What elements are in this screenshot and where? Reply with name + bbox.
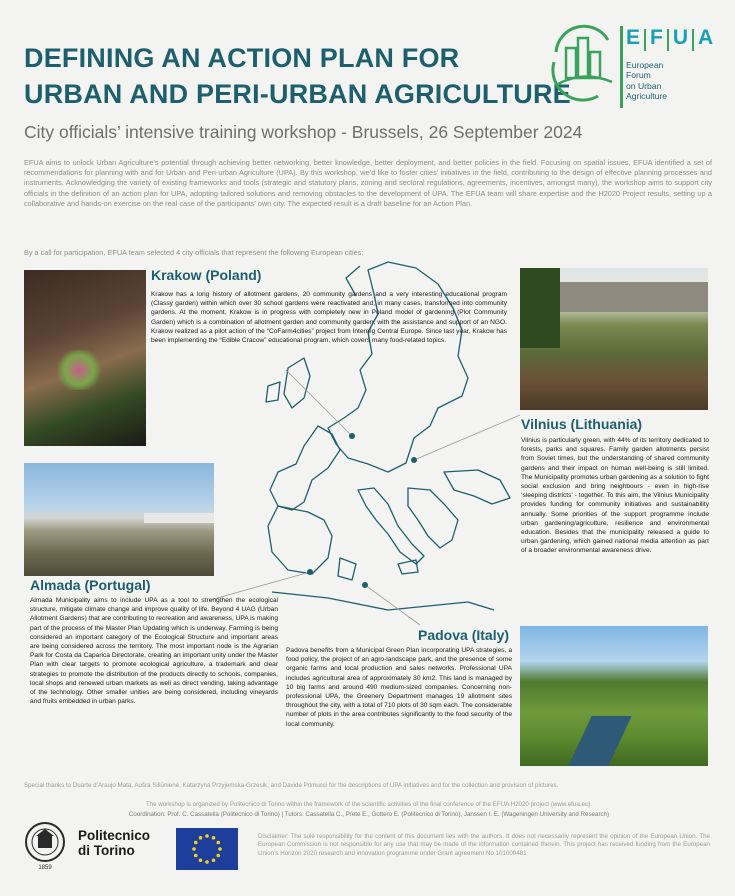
- eu-star: [205, 834, 209, 838]
- padova-text: Padova benefits from a Municipal Green Plan incorporating UPA strategies, a food policy, the project of an agro-landscape park, and the presence of some organic farms and local production and sales networks. Professional UPA includes agricultural area of approximately 30 km2. This land is managed by 10 big farms and around 490 medium-sized companies. Concerning non-professional UPA, the Greenery Department manages 19 allotment sites throughout the city, with a total of 710 plots of 30 sqm each. The considerable number of plots in the area contributes significantly to the food security of the local community.: [286, 647, 512, 728]
- almada-text: Almada Municipality aims to include UPA as a tool to strengthen the ecological structure, mitigate climate change and improve quality of life. Beyond 4 UAG (Urban Allotment Gardens) that are contributing to recreation and awareness, UPA is making part of the process of the Master Plan Updating which is underway. Farming is being considered an important category of the Ecological Structure and important areas are being considered across the territory. The most important node is the Agrarian Park for Costa da Caparica Directorate, creating an important unity under the Master Plan with clear targets to promote ecological agriculture, a trademark and clear strategies to promote the distribution of the products directly to schools, companies, local shops and renewed urban markets as well as direct vending, taking advantage of the technology. Other smaller unities are being considered, including vineyards and fruits embedded in urban parks.: [30, 597, 279, 706]
- vilnius-text: Vilnius is particularly green, with 44% of its territory dedicated to forests, parks and squares. Family garden allotments persist from Soviet times, but the understanding of shared community gardens and their impact on human well-being is still limited. The Municipality promotes urban gardening as a solution to fight social exclusion and bring neighbours - even in high-rise ‘sleeping districts’ - together. To this aim, the Vilnius Municipality provides funding for community initiatives and sustainability annually. Some priorities of the support programme include urban gardening/agriculture, resilience and environmental education. Besides that the municipality released a guide to urban gardening, which gained national media attention as part of a broader environmental awareness drive.: [521, 437, 709, 555]
- seal-year: 1859: [38, 865, 52, 870]
- padova-heading: Padova (Italy): [418, 627, 510, 643]
- eu-star: [199, 858, 203, 862]
- eu-star: [216, 841, 220, 845]
- padova-photo: [520, 626, 708, 766]
- krakow-heading: Krakow (Poland): [151, 267, 262, 283]
- intro-paragraph: EFUA aims to unlock Urban Agriculture’s potential through achieving better networking, better knowledge, better deployment, and better policies in the field. Focusing on spatial issues, EFUA identified a set of recommendations for planning with and for Urban and Peri-urban Agriculture (UPA). By this workshop, we’d like to foster cities’ initiatives in the field, contributing to the design of effective planning processes and instruments. Acknowledging the variety of existing frameworks and tools (strategic and statutory plans, zoning and sectoral regulations, agreements, incentives, amongst many), the workshop aims to support city officials in the definition of an action plan for UPA, adopting tailored solutions and removing obstacles to the development of UPA. The EFUA team will share expertise and the H2020 Project results, setting up a collaborative and hands-on exercise on the real case of the participants’ own city. The expected result is a draft baseline for an Action Plan.: [24, 158, 712, 208]
- organized-note: The workshop is organized by Politecnico di Torino within the framework of the scientific activities of the final conference of the EFUA H2020 project (www.efua.eu).: [145, 801, 593, 808]
- title-line-1: DEFINING AN ACTION PLAN FOR: [24, 43, 460, 73]
- logo-letter-f: F: [650, 26, 663, 49]
- vilnius-heading: Vilnius (Lithuania): [521, 416, 643, 432]
- krakow-text: Krakow has a long history of allotment gardens, 20 community gardens and a very interesting educational program (Classy garden) within which over 30 school gardens were reactivated and, in many cases, transformed into community gardens. At the moment, Krakow is in progress with completely new in Poland model of gardening (Plot Community Garden) which is a combination of allotment garden and community garden, with the assistance and support of an NGO. Krakow realized as a pilot action of the “CoFarm4cities” project from Interreg Central Europe. Since last year, Krakow has been implementing the “Edible Cracow” educational program, which covers many food-related topics.: [151, 291, 507, 345]
- eu-star: [199, 836, 203, 840]
- logo-letter-u: U: [672, 26, 689, 49]
- vilnius-photo: [520, 268, 708, 410]
- padova-marker: [362, 582, 368, 588]
- vilnius-marker: [411, 457, 417, 463]
- call-sentence: By a call for participation, EFUA team selected 4 city officials that represent the following European cities:: [24, 248, 364, 257]
- polito-seal-icon: [24, 820, 66, 870]
- almada-heading: Almada (Portugal): [30, 577, 151, 593]
- eu-flag: [176, 828, 238, 870]
- eu-star: [194, 841, 198, 845]
- krakow-marker: [349, 433, 355, 439]
- thanks-note: Special thanks to Duarte d’Araujo Mata, Aušra Siliūnienė, Katarzyna Przyjemska-Grzesik, and Davide Primucci for the descriptions of UPA initiatives and for the collection and provision of pictures.: [24, 782, 559, 789]
- eu-star: [205, 860, 209, 864]
- almada-marker: [307, 569, 313, 575]
- eu-stars-icon: [176, 828, 238, 870]
- eu-star: [192, 847, 196, 851]
- eu-star: [218, 847, 222, 851]
- almada-photo: [24, 463, 214, 576]
- eu-star: [216, 854, 220, 858]
- krakow-photo: [24, 270, 146, 446]
- eu-star: [194, 854, 198, 858]
- logo-letter-a: A: [698, 26, 714, 49]
- efua-full-name: European Forum on Urban Agriculture: [626, 60, 668, 102]
- eu-star: [212, 858, 216, 862]
- title-line-2: URBAN AND PERI-URBAN AGRICULTURE: [24, 79, 571, 109]
- coordination-note: Coordination: Prof. C. Cassatella (Politecnico di Torino) | Tutors: Cassatella C., Prete E., Gottero E. (Politecnico di Torino), Janssen I. E. (Wageningen University and Research): [128, 811, 610, 818]
- subtitle: City officials’ intensive training workshop - Brussels, 26 September 2024: [24, 122, 583, 142]
- eu-star: [212, 836, 216, 840]
- logo-letter-e: E: [626, 26, 641, 49]
- disclaimer: Disclaimer: The sole responsibility for the content of this document lies with the authors. It does not necessarily represent the opinion of the European Union. The European Commission is not responsible for any use that may be made of the information contained therein. This project has received funding from the European Union’s Horizon 2020 research and innovation programme under Grant agreement No 101000481: [258, 833, 710, 857]
- polito-wordmark: Politecnico di Torino: [78, 828, 151, 858]
